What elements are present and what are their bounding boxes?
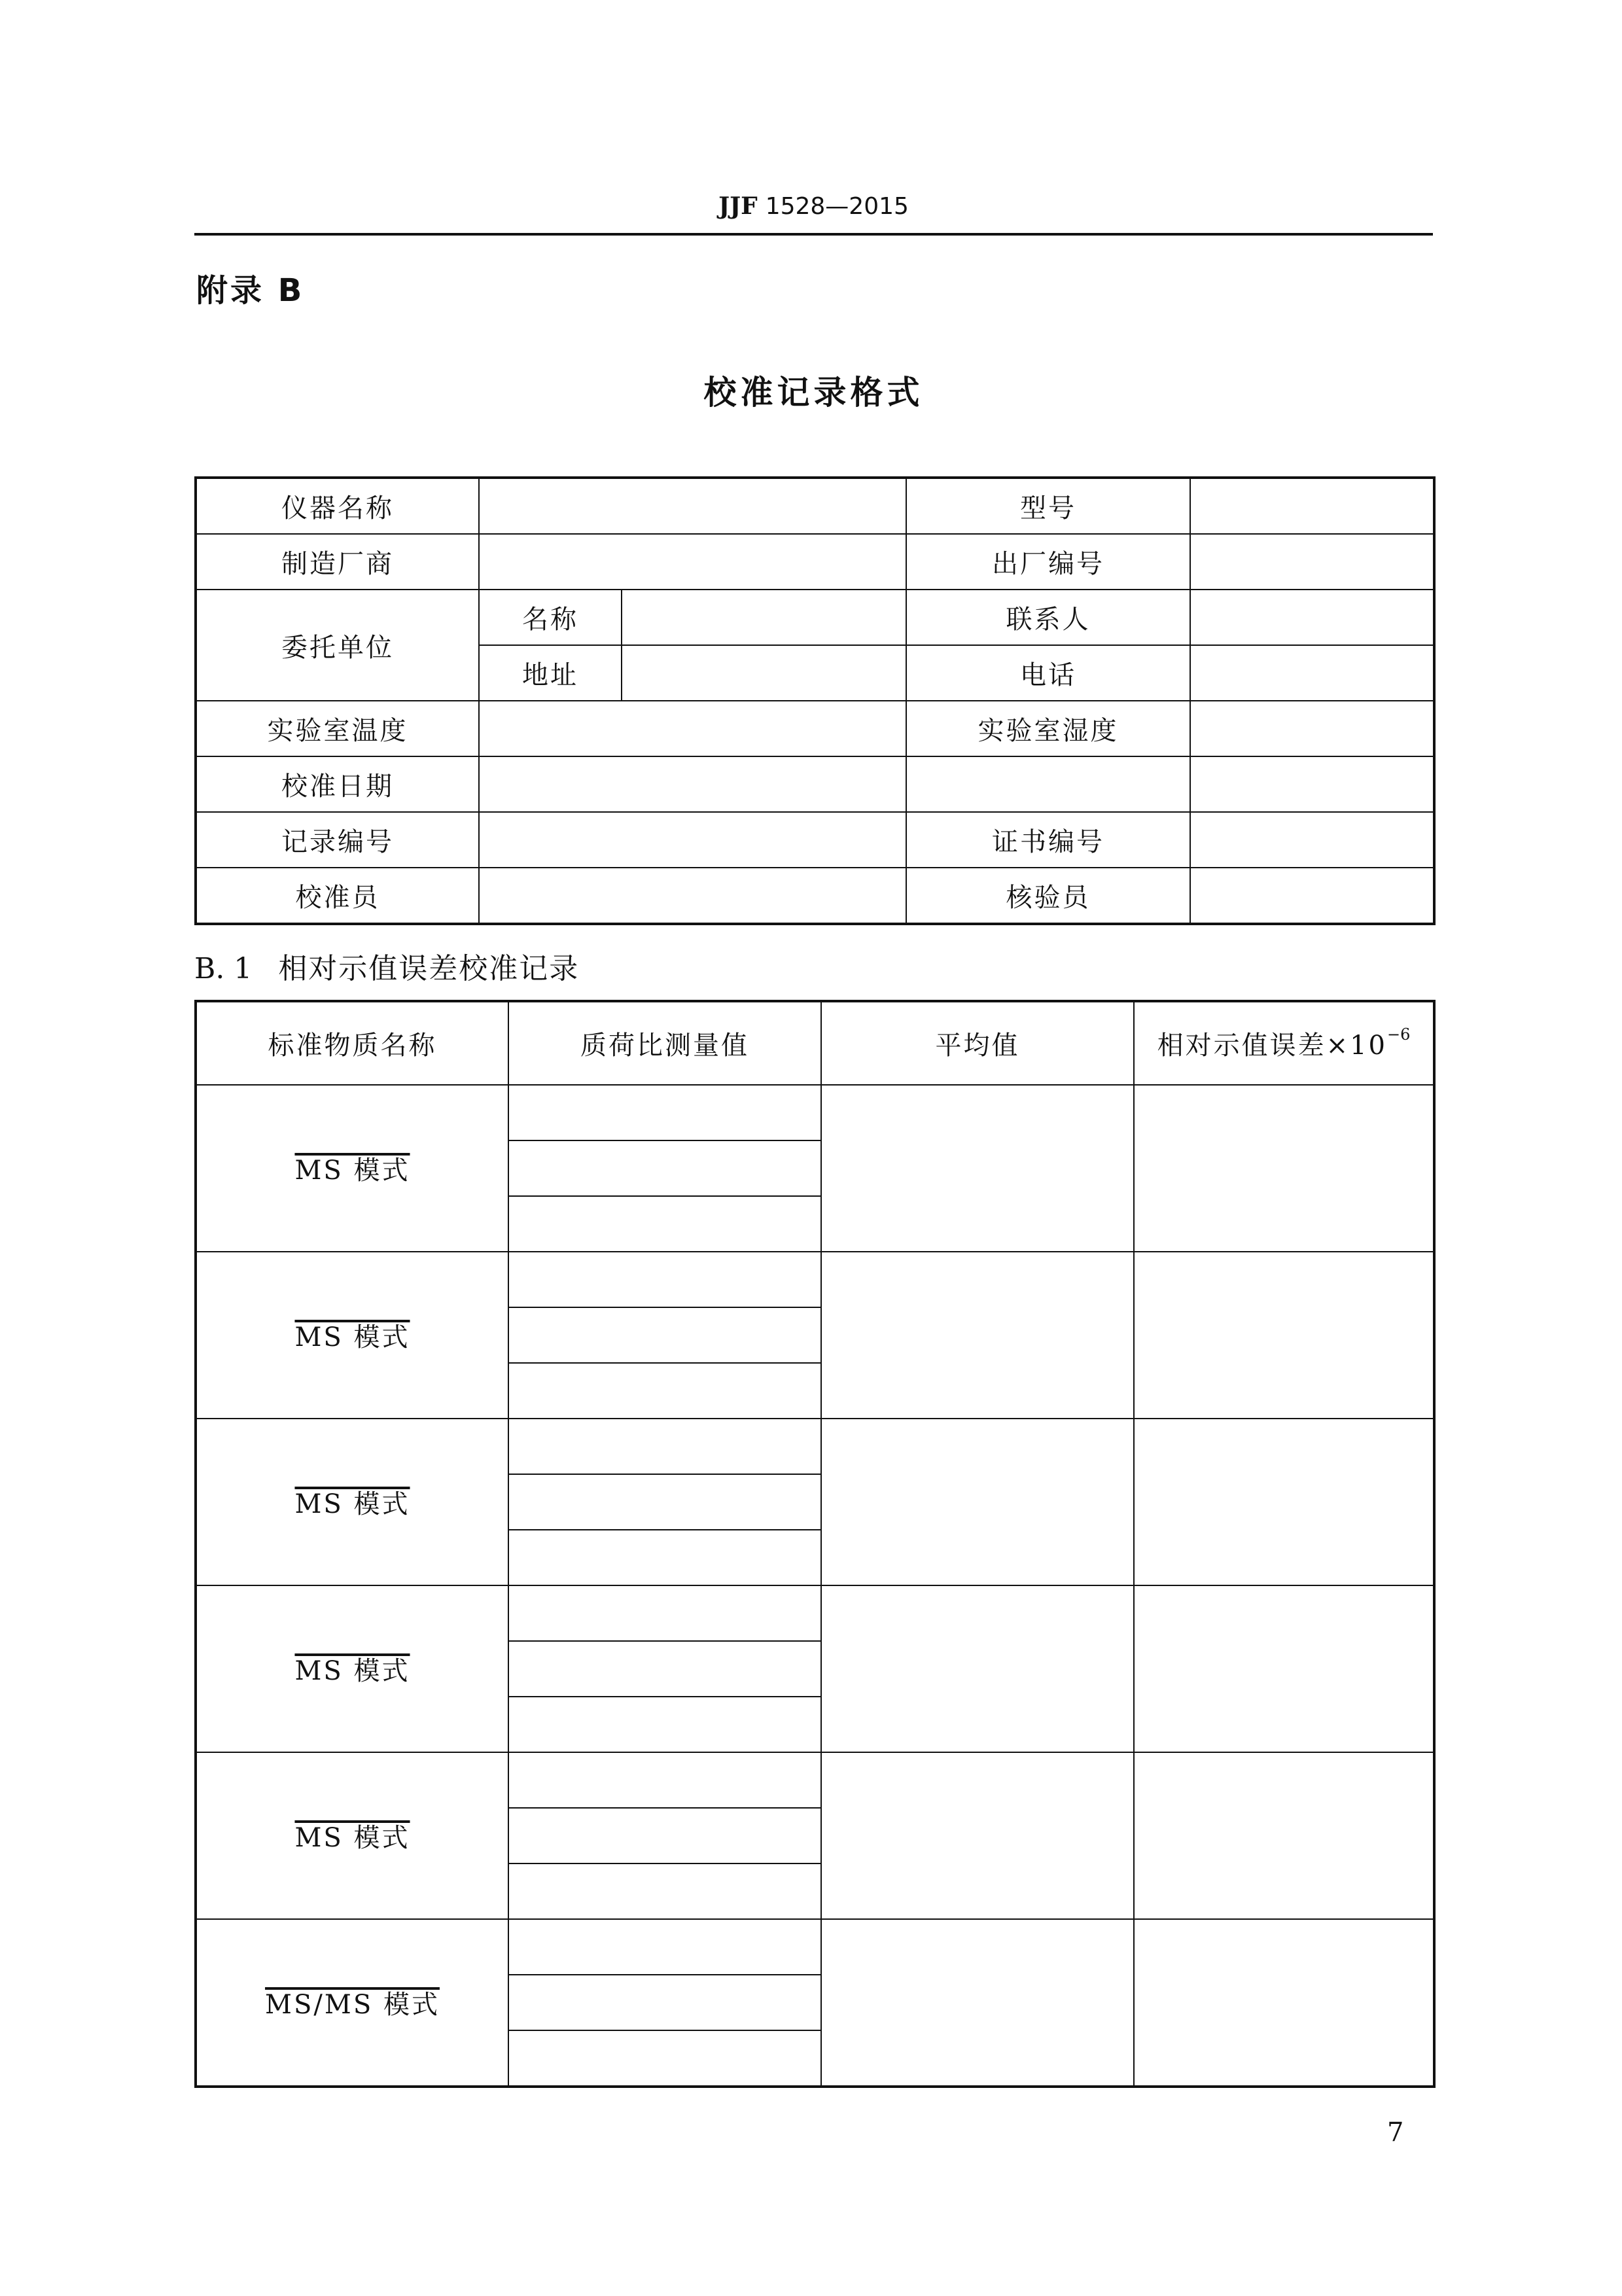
column-header: 平均值: [821, 1001, 1134, 1085]
calibrator-label: 校准员: [196, 868, 479, 924]
column-header-text: 相对示值误差×10: [1157, 1031, 1388, 1061]
table-header-row: [196, 1001, 1434, 1085]
calibration-date-value: [479, 756, 906, 812]
instrument-name-label: 仪器名称: [196, 478, 479, 534]
model-value: [1190, 478, 1434, 534]
manufacturer-value: [479, 534, 906, 590]
table-row: [196, 1085, 1434, 1140]
client-name-label: 名称: [479, 590, 622, 645]
standard-prefix: JJF: [718, 192, 758, 220]
verifier-value: [1190, 868, 1434, 924]
page-number: 7: [1387, 2117, 1404, 2147]
serial-number-label: 出厂编号: [906, 534, 1190, 590]
lab-humidity-value: [1190, 701, 1434, 756]
serial-number-value: [1190, 534, 1434, 590]
instrument-name-value: [479, 478, 906, 534]
calibration-info-table: [194, 476, 1436, 925]
mz-measured-cell: [508, 1808, 821, 1863]
client-address-label: 地址: [479, 645, 622, 701]
certificate-number-value: [1190, 812, 1434, 868]
standard-material-name-cell: [196, 1752, 508, 1919]
relative-error-cell: [1134, 1252, 1434, 1419]
table-row: [196, 1419, 1434, 1474]
certificate-number-label: 证书编号: [906, 812, 1190, 868]
client-label: 委托单位: [196, 590, 479, 701]
mz-measured-cell: [508, 1697, 821, 1752]
client-address-value: [622, 645, 906, 701]
blank-cell: [1190, 756, 1434, 812]
table-row: [196, 701, 1434, 756]
section-number: B. 1: [194, 952, 253, 985]
average-cell: [821, 1585, 1134, 1752]
mz-measured-cell: [508, 1474, 821, 1530]
table-row: [196, 590, 1434, 645]
model-label: 型号: [906, 478, 1190, 534]
lab-temperature-label: 实验室温度: [196, 701, 479, 756]
mz-measured-cell: [508, 1919, 821, 1975]
average-cell: [821, 1419, 1134, 1585]
table-row: [196, 1252, 1434, 1307]
phone-label: 电话: [906, 645, 1190, 701]
exponent: −6: [1387, 1025, 1411, 1044]
mz-measured-cell: [508, 1585, 821, 1641]
standard-material-name-cell: [196, 1919, 508, 2087]
average-cell: [821, 1752, 1134, 1919]
mode-label: MS 模式: [294, 1823, 410, 1853]
contact-label: 联系人: [906, 590, 1190, 645]
standard-material-name-cell: [196, 1085, 508, 1252]
mz-measured-cell: [508, 1641, 821, 1697]
mz-measured-cell: [508, 1530, 821, 1585]
table-row: [196, 1752, 1434, 1808]
record-number-label: 记录编号: [196, 812, 479, 868]
table-row: [196, 868, 1434, 924]
mz-measured-cell: [508, 1140, 821, 1196]
average-cell: [821, 1085, 1134, 1252]
column-header: 标准物质名称: [196, 1001, 508, 1085]
table-row: [196, 756, 1434, 812]
column-header: 质荷比测量值: [508, 1001, 821, 1085]
mz-measured-cell: [508, 1419, 821, 1474]
mz-measured-cell: [508, 1752, 821, 1808]
section-title: 相对示值误差校准记录: [278, 952, 580, 985]
mz-measured-cell: [508, 1085, 821, 1140]
manufacturer-label: 制造厂商: [196, 534, 479, 590]
column-header: [1134, 1001, 1434, 1085]
table-row: [196, 1585, 1434, 1641]
standard-material-name-cell: [196, 1585, 508, 1752]
standard-code: 1528—2015: [765, 193, 909, 220]
table-row: [196, 1919, 1434, 1975]
mz-measured-cell: [508, 1252, 821, 1307]
average-cell: [821, 1252, 1134, 1419]
mz-measured-cell: [508, 1975, 821, 2030]
table-row: [196, 534, 1434, 590]
calibrator-value: [479, 868, 906, 924]
relative-error-cell: [1134, 1752, 1434, 1919]
relative-error-cell: [1134, 1585, 1434, 1752]
record-number-value: [479, 812, 906, 868]
standard-material-name-cell: [196, 1252, 508, 1419]
table-row: [196, 812, 1434, 868]
table-row: [196, 478, 1434, 534]
mz-measured-cell: [508, 1863, 821, 1919]
contact-value: [1190, 590, 1434, 645]
mz-measured-cell: [508, 1196, 821, 1252]
relative-error-cell: [1134, 1919, 1434, 2087]
client-name-value: [622, 590, 906, 645]
relative-error-table: [194, 1000, 1436, 2088]
mode-label: MS 模式: [294, 1656, 410, 1686]
appendix-heading: 附录 B: [196, 272, 305, 309]
running-header: [194, 187, 1433, 234]
section-heading: [194, 945, 579, 987]
blank-cell: [906, 756, 1190, 812]
mode-label: MS 模式: [294, 1156, 410, 1186]
document-title: 校准记录格式: [703, 374, 924, 412]
relative-error-cell: [1134, 1085, 1434, 1252]
header-rule: [194, 233, 1433, 236]
calibration-date-label: 校准日期: [196, 756, 479, 812]
standard-material-name-cell: [196, 1419, 508, 1585]
mz-measured-cell: [508, 1307, 821, 1363]
lab-temperature-value: [479, 701, 906, 756]
lab-humidity-label: 实验室湿度: [906, 701, 1190, 756]
average-cell: [821, 1919, 1134, 2087]
mode-label: MS 模式: [294, 1322, 410, 1352]
mode-label: MS/MS 模式: [265, 1990, 440, 2020]
phone-value: [1190, 645, 1434, 701]
mz-measured-cell: [508, 1363, 821, 1419]
verifier-label: 核验员: [906, 868, 1190, 924]
relative-error-cell: [1134, 1419, 1434, 1585]
mode-label: MS 模式: [294, 1489, 410, 1519]
mz-measured-cell: [508, 2030, 821, 2087]
